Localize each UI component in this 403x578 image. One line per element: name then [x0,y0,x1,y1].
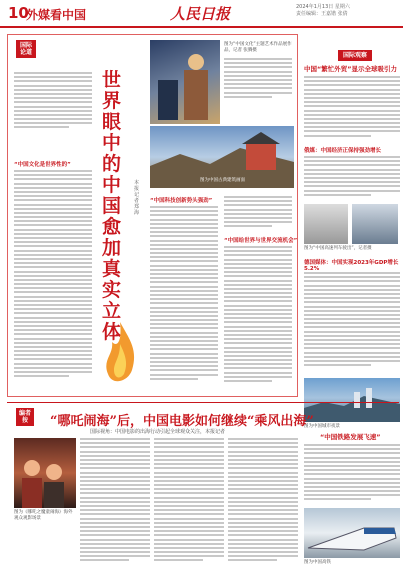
subhead-1: “中国文化是世界性的” [14,162,71,168]
right-headline-4: “中国铁路发展飞速” [320,433,381,441]
masthead-logo: 人民日报 [170,5,231,23]
right-text-4 [304,444,400,506]
train-photo [304,508,400,558]
bottom-tag: 编者按 [16,408,34,426]
editor-line: 责任编辑：王嘉锴 张倩 [296,11,348,17]
date-line: 2024年1月13日 星期六 [296,4,350,10]
bottom-text-2 [154,438,224,572]
page-number: 10 [8,4,29,22]
right-tag: 国际观察 [338,50,372,61]
subhead-3: “中国给世界与世界交流机会” [224,238,298,244]
bottom-text-3 [228,438,298,572]
right-headline-1: 中国“繁忙外贸”显示全球吸引力 [304,65,398,73]
bottom-headline: “哪吒闹海”后，中国电影如何继续“乘风出海” [50,414,314,429]
right-photo-3 [304,378,400,422]
flame-illustration [100,320,140,388]
feature-byline: 本报记者 郑海 [134,180,140,216]
feature-photo2-caption: 图为中国古典建筑画面 [200,178,245,183]
right-photo-caption: 图为“中国高速列车驶出”，记者摄 [304,246,372,251]
train-photo-caption: 图为中国高铁 [304,560,331,565]
header-meta [296,4,396,18]
feature-body-right-top [224,196,292,234]
feature-body-mid [150,206,218,392]
right-text-2 [304,156,400,200]
feature-tag: 国际论道 [16,40,36,58]
feature-title: 世界眼中的中国愈加真实立体 [102,69,122,343]
bottom-text-1 [80,438,150,572]
bottom-photo [14,438,76,508]
feature-photo-1 [150,40,220,124]
bottom-photo-caption: 图为《哪吒之魔童闹海》海外观众观影场景 [14,510,73,521]
right-text-1 [304,76,400,142]
page-header [0,0,403,28]
feature-body-left [14,170,92,392]
feature-photo-caption: 图为“中国文化”主题艺术作品展作品，记者 张腾摄 [224,42,292,53]
section-title: 外媒看中国 [26,8,87,22]
feature-intro-text [14,72,92,142]
right-text-3 [304,272,400,376]
right-headline-2: 俄媒：中国经济正保持强劲增长 [304,148,382,154]
bottom-subhead: 国际视角：中国电影的出海行动引起全球观众关注，本报记者 [90,429,226,435]
right-photo3-caption: 图为中国城市夜景 [304,424,340,429]
right-headline-3: 德国媒体：中国实现2023年GDP增长5.2% [304,260,399,272]
feature-body-right [224,246,292,392]
subhead-2: “中国科技创新势头强劲” [150,198,213,204]
caption-text [224,58,292,118]
right-photo-2 [352,204,398,244]
section-divider [7,402,399,403]
right-photo-1 [304,204,348,244]
